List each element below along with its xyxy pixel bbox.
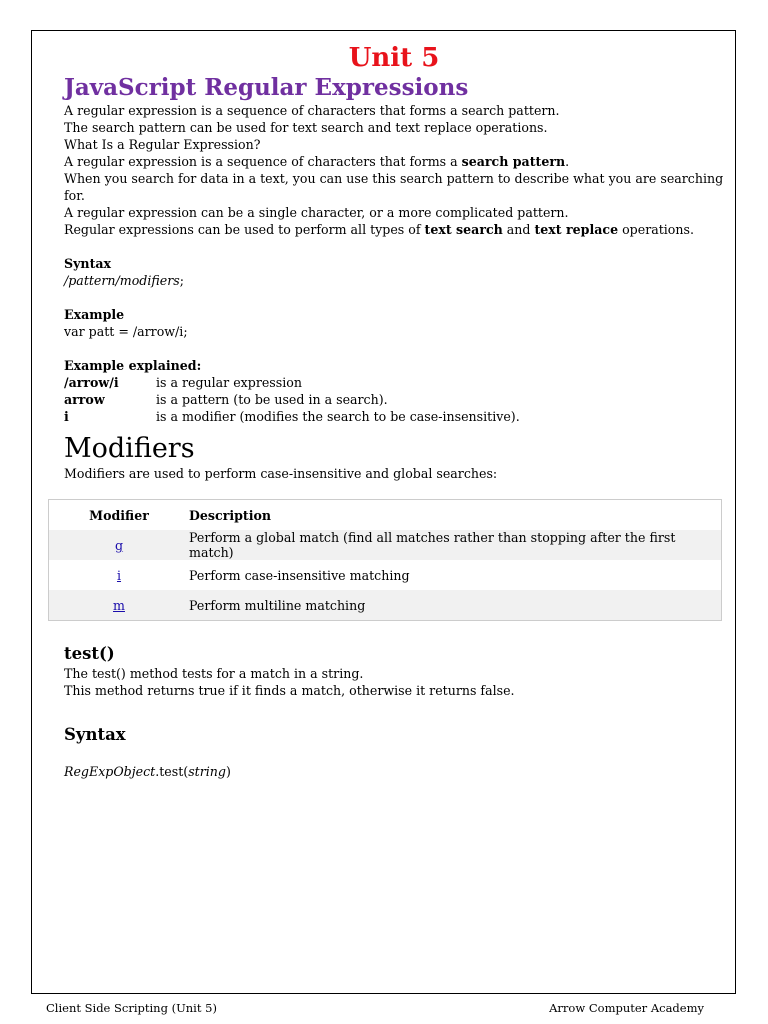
types-end: operations. bbox=[618, 222, 694, 237]
test-line-1: The test() method tests for a match in a string. bbox=[64, 666, 364, 681]
definition-end: . bbox=[565, 154, 570, 169]
types-text: Regular expressions can be used to perform all types of bbox=[64, 222, 425, 237]
footer-right: Arrow Computer Academy bbox=[549, 1001, 704, 1015]
explained-desc: is a regular expression bbox=[156, 375, 302, 390]
explained-row bbox=[64, 391, 724, 408]
test-syntax-line bbox=[64, 763, 724, 780]
test-section bbox=[64, 643, 724, 699]
explained-row bbox=[64, 408, 724, 425]
modifier-link-g[interactable]: g bbox=[114, 537, 124, 553]
table-header-description: Description bbox=[189, 507, 272, 523]
types-bold-replace: text replace bbox=[534, 222, 619, 237]
syntax-arg: string bbox=[188, 764, 226, 779]
explained-desc: is a pattern (to be used in a search). bbox=[156, 392, 388, 407]
definition-paragraph bbox=[64, 153, 724, 170]
modifiers-intro: Modifiers are used to perform case-insensitive and global searches: bbox=[64, 466, 498, 481]
syntax-heading bbox=[64, 255, 724, 272]
unit-title: Unit 5 bbox=[348, 43, 440, 73]
syntax-pattern bbox=[64, 272, 724, 289]
explained-desc: is a modifier (modifies the search to be case-insensitive). bbox=[156, 409, 520, 424]
example-heading bbox=[64, 306, 724, 323]
search-paragraph: When you search for data in a text, you can use this search pattern to describe what you are searching for. bbox=[64, 171, 724, 203]
single-char-paragraph: A regular expression can be a single character, or a more complicated pattern. bbox=[64, 205, 569, 220]
test-syntax-section bbox=[64, 724, 724, 780]
explained-heading-text: Example explained: bbox=[64, 358, 202, 373]
test-heading: test() bbox=[64, 644, 115, 663]
document-title: JavaScript Regular Expressions bbox=[64, 74, 469, 101]
test-syntax-heading: Syntax bbox=[64, 725, 126, 744]
example-code: var patt = /arrow/i; bbox=[64, 324, 188, 339]
description-cell: Perform a global match (find all matches rather than stopping after the first match) bbox=[189, 530, 676, 560]
modifier-cell bbox=[49, 530, 190, 560]
modifier-cell bbox=[49, 590, 190, 621]
syntax-method: .test( bbox=[155, 764, 189, 779]
table-header-modifier: Modifier bbox=[89, 507, 149, 523]
table-row bbox=[49, 530, 722, 560]
modifiers-heading: Modifiers bbox=[64, 433, 195, 464]
syntax-semicolon: ; bbox=[179, 273, 184, 288]
example-heading-text: Example bbox=[64, 307, 125, 322]
syntax-pattern-text: /pattern/modifiers bbox=[64, 273, 180, 288]
definition-text: A regular expression is a sequence of characters that forms a bbox=[64, 154, 462, 169]
types-and: and bbox=[502, 222, 535, 237]
document-body bbox=[64, 42, 724, 482]
intro-question: What Is a Regular Expression? bbox=[64, 137, 261, 152]
modifier-link-i[interactable]: i bbox=[116, 567, 122, 583]
syntax-object: RegExpObject bbox=[64, 764, 156, 779]
modifier-link-m[interactable]: m bbox=[113, 597, 125, 613]
intro-line-1: A regular expression is a sequence of characters that forms a search pattern. bbox=[64, 103, 560, 118]
types-paragraph bbox=[64, 221, 724, 238]
table-row bbox=[49, 590, 722, 621]
test-line-2: This method returns true if it finds a match, otherwise it returns false. bbox=[64, 683, 515, 698]
explained-term: arrow bbox=[64, 392, 105, 407]
description-cell: Perform case-insensitive matching bbox=[189, 567, 410, 583]
explained-row bbox=[64, 374, 724, 391]
explained-term: i bbox=[64, 409, 69, 424]
syntax-close: ) bbox=[225, 764, 231, 779]
footer-left: Client Side Scripting (Unit 5) bbox=[46, 1001, 217, 1015]
description-cell: Perform multiline matching bbox=[189, 597, 366, 613]
explained-term: /arrow/i bbox=[64, 375, 119, 390]
syntax-heading-text: Syntax bbox=[64, 256, 112, 271]
intro-line-2: The search pattern can be used for text search and text replace operations. bbox=[64, 120, 548, 135]
types-bold-search: text search bbox=[424, 222, 503, 237]
definition-bold: search pattern bbox=[461, 154, 566, 169]
explained-heading bbox=[64, 357, 724, 374]
table-header-row bbox=[49, 500, 722, 531]
table-row bbox=[49, 560, 722, 590]
modifier-cell bbox=[49, 560, 190, 590]
modifiers-table bbox=[48, 499, 722, 621]
